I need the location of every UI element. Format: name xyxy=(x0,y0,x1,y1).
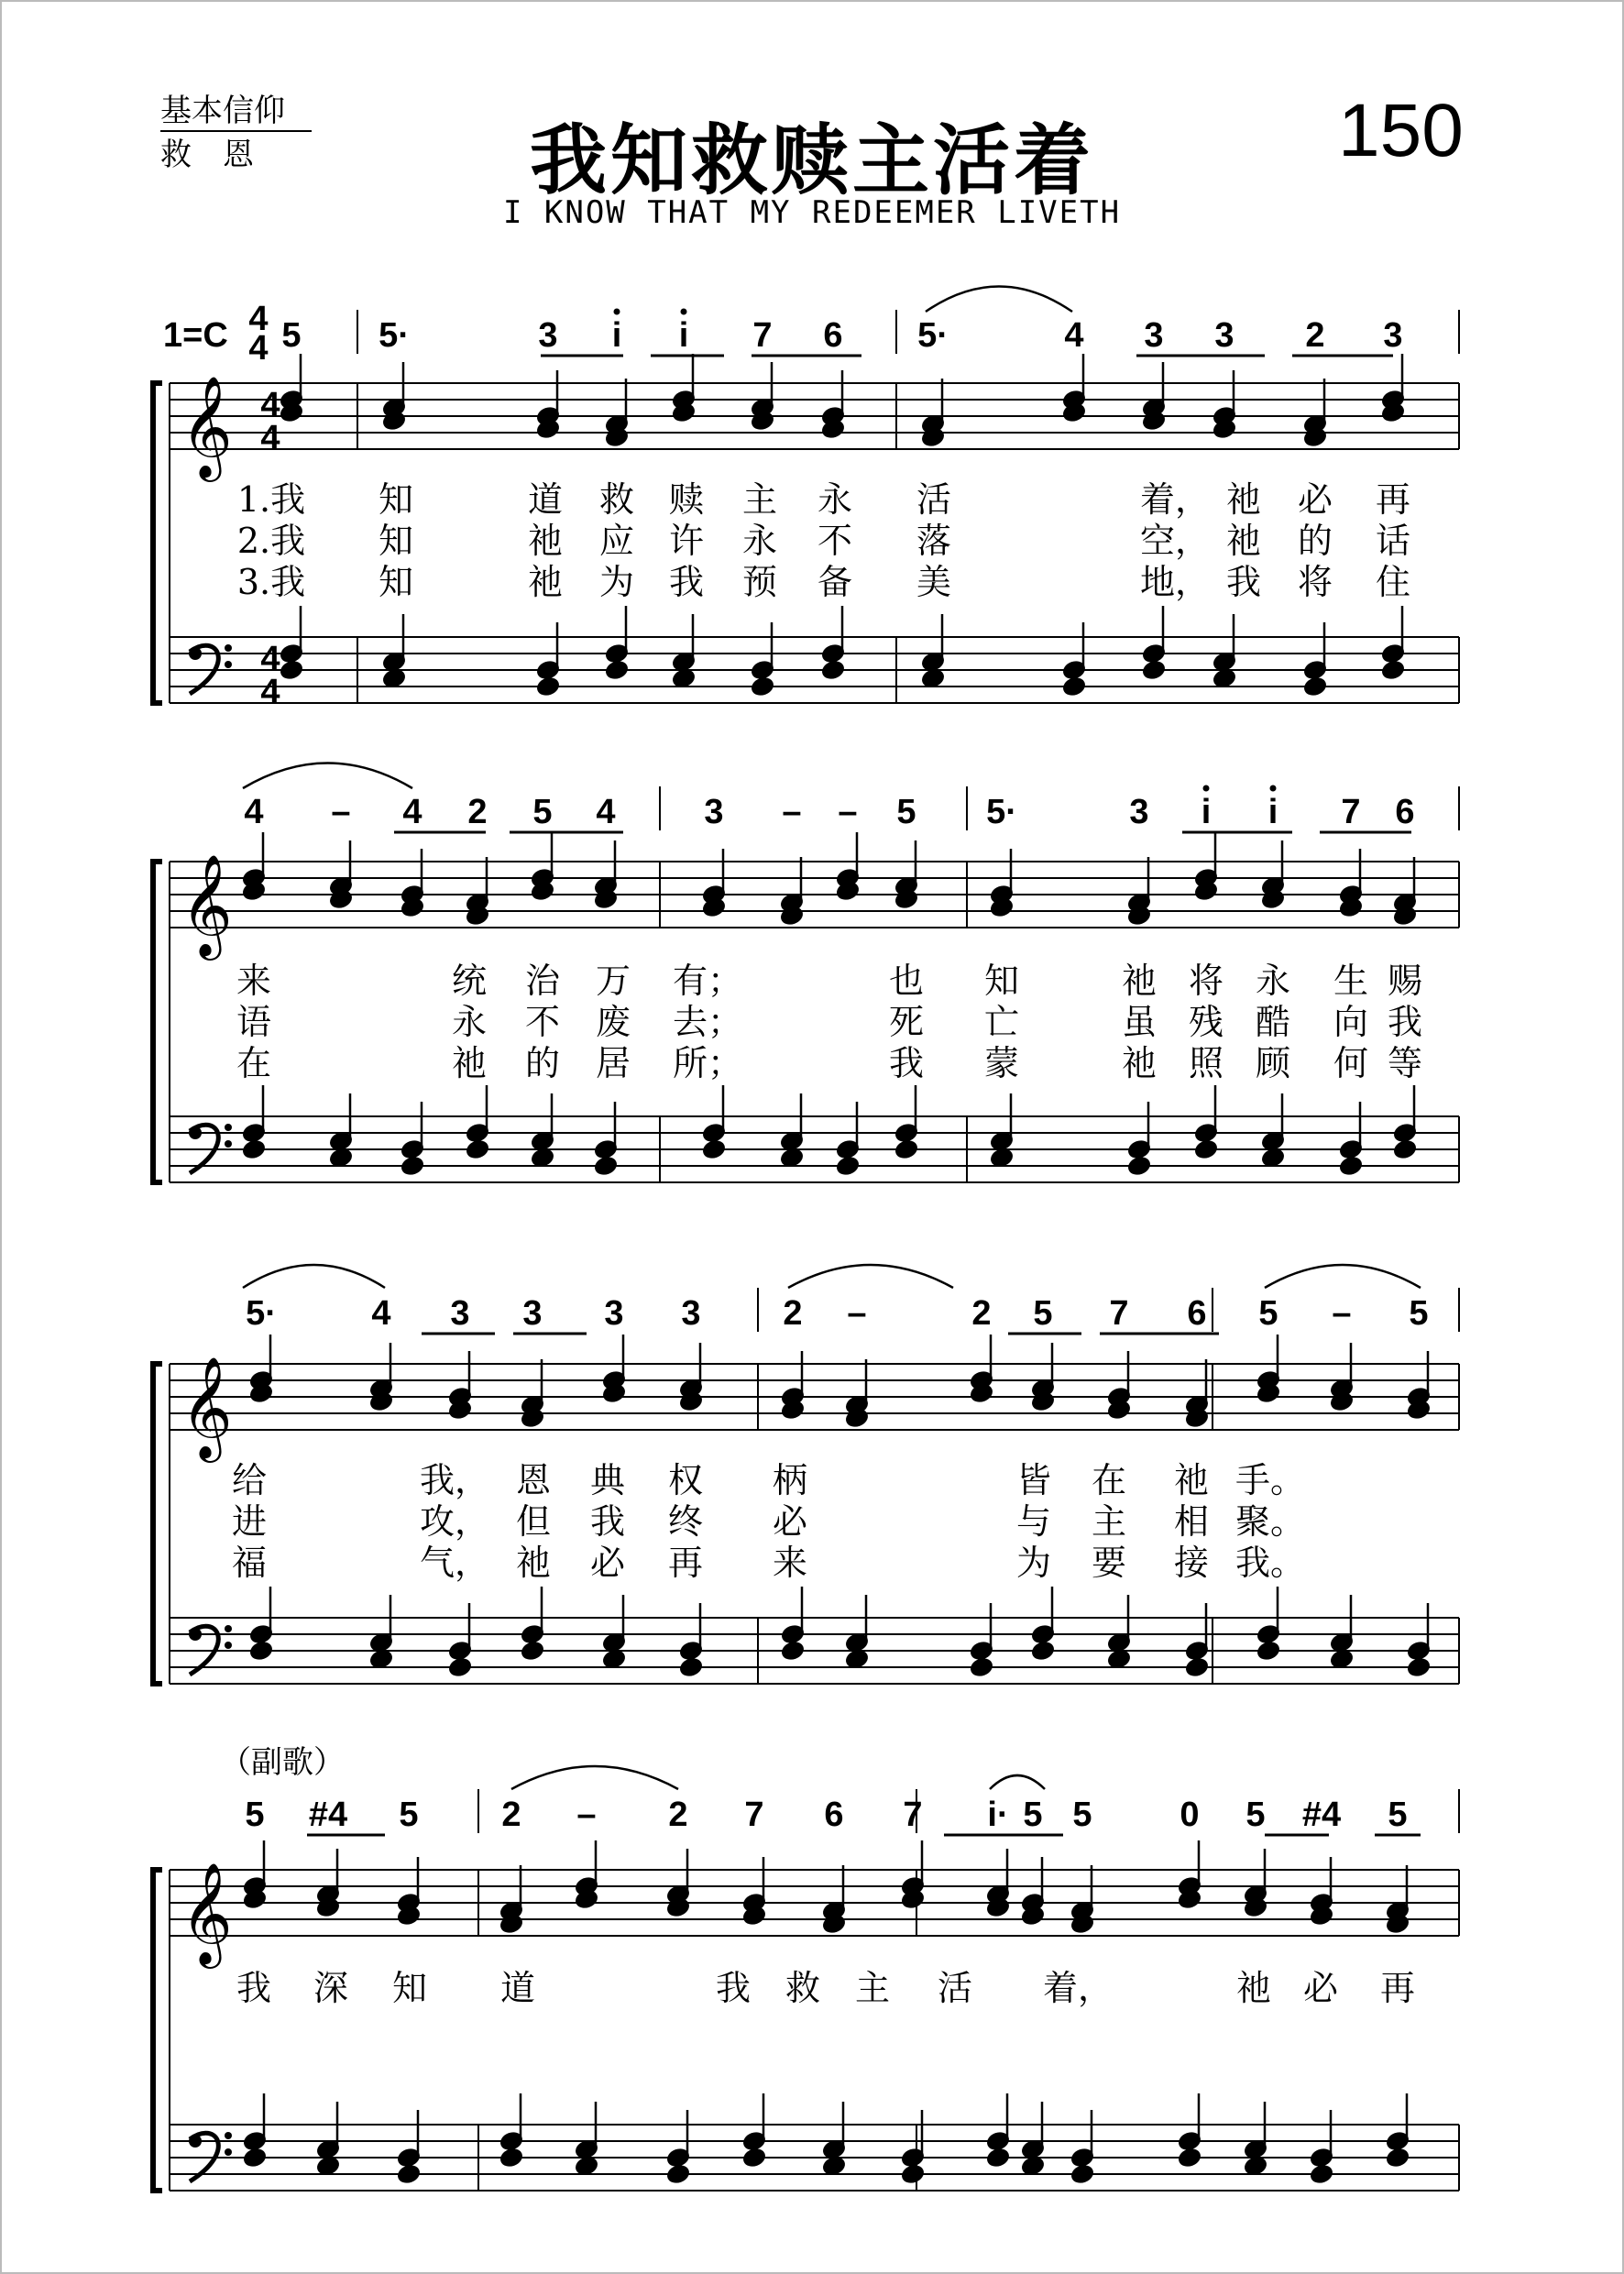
lyric-syllable: 必 xyxy=(1302,1968,1339,2008)
lyric-syllable: 道 xyxy=(527,479,564,520)
quarter-note xyxy=(836,1156,860,1177)
quarter-note xyxy=(369,1649,393,1670)
lyric-syllable: 向 xyxy=(1333,1002,1369,1042)
lyric-syllable: 死 xyxy=(888,1002,925,1042)
jianpu-note: 6 xyxy=(824,1796,844,1834)
lyric-syllable: 永 xyxy=(1255,961,1291,1001)
lyric-syllable: 永 xyxy=(741,521,778,561)
jianpu-note: 2 xyxy=(1305,316,1325,355)
jianpu-note: – xyxy=(331,793,351,831)
quarter-note xyxy=(1386,2148,1410,2169)
lyric-syllable: 祂 xyxy=(515,1543,552,1583)
quarter-note xyxy=(1194,1139,1218,1160)
jianpu-note: 6 xyxy=(1187,1294,1207,1333)
lyric-syllable: 话 xyxy=(1375,521,1411,561)
lyric-syllable: 居 xyxy=(595,1043,631,1083)
quarter-note xyxy=(1407,1657,1431,1678)
jianpu-note: – xyxy=(838,793,858,831)
subcategory-label: 救 恩 xyxy=(160,137,254,173)
quarter-note xyxy=(901,2164,925,2185)
lyric-syllable: 我 xyxy=(668,562,705,602)
quarter-note xyxy=(316,2156,340,2177)
jianpu-note: i· xyxy=(987,1796,1009,1834)
lyric-syllable: 赎 xyxy=(668,479,705,520)
jianpu-note: 4 xyxy=(596,793,616,831)
bass-clef-dot xyxy=(225,661,232,668)
jianpu-note: 5 xyxy=(1388,1796,1408,1834)
jianpu-note: 5 xyxy=(399,1796,419,1834)
quarter-note xyxy=(1178,2148,1202,2169)
quarter-note xyxy=(672,668,696,689)
lyric-syllable: 祂 xyxy=(1121,961,1158,1001)
jianpu-note: 5 xyxy=(245,1796,265,1834)
jianpu-note: 5· xyxy=(986,793,1017,831)
jianpu-note: 4 xyxy=(371,1294,391,1333)
lyric-syllable: 我 xyxy=(715,1968,752,2008)
quarter-note xyxy=(1107,1649,1131,1670)
jianpu-octave-dot xyxy=(1203,785,1210,792)
jianpu-note: 3 xyxy=(538,316,558,355)
lyric-syllable: 来 xyxy=(236,961,272,1001)
lyric-syllable: 我。 xyxy=(1234,1543,1306,1583)
lyric-syllable: 道 xyxy=(499,1968,536,2008)
lyric-syllable: 永 xyxy=(817,479,853,520)
jianpu-note: i xyxy=(611,316,622,355)
system-bracket xyxy=(153,862,162,1182)
jianpu-note: 5 xyxy=(281,316,302,355)
bass-clef-dot xyxy=(189,1126,202,1139)
jianpu-note: 2 xyxy=(501,1796,521,1834)
quarter-note xyxy=(329,1148,353,1169)
bass-clef-dot xyxy=(225,1140,232,1148)
jianpu-note: 5 xyxy=(896,793,916,831)
quarter-note xyxy=(1244,2156,1267,2177)
quarter-note xyxy=(679,1657,703,1678)
hymn-subtitle: I KNOW THAT MY REDEEMER LIVETH xyxy=(502,194,1122,231)
slur-curve xyxy=(926,287,1072,313)
quarter-note xyxy=(466,1139,489,1160)
lyric-syllable: 接 xyxy=(1173,1543,1210,1583)
system-bracket xyxy=(153,1364,162,1684)
quarter-note xyxy=(1393,1139,1417,1160)
quarter-note xyxy=(1303,676,1327,698)
lyric-syllable: 废 xyxy=(595,1002,631,1042)
jianpu-note: 5 xyxy=(1409,1294,1429,1333)
lyric-syllable: 的 xyxy=(1297,521,1333,561)
bass-clef-dot xyxy=(225,2132,232,2139)
jianpu-note: 7 xyxy=(752,316,773,355)
lyric-syllable: 再 xyxy=(667,1543,704,1583)
quarter-note xyxy=(594,1156,618,1177)
lyric-syllable: 何 xyxy=(1333,1043,1369,1083)
bass-clef-dot xyxy=(225,1642,232,1649)
lyric-syllable: 知 xyxy=(391,1968,428,2008)
quarter-note xyxy=(1142,660,1166,681)
jianpu-note: 2 xyxy=(467,793,488,831)
jianpu-note: 4 xyxy=(1064,316,1084,355)
slur-curve xyxy=(243,1265,385,1288)
system-bracket xyxy=(153,383,162,703)
jianpu-octave-dot xyxy=(681,309,687,315)
quarter-note xyxy=(1127,1156,1151,1177)
quarter-note xyxy=(531,1148,554,1169)
lyric-syllable: 祂 xyxy=(1235,1968,1272,2008)
lyric-syllable: 不 xyxy=(817,521,853,561)
lyric-syllable: 备 xyxy=(817,562,853,602)
jianpu-note: 3 xyxy=(1214,316,1234,355)
bass-clef-dot xyxy=(225,2148,232,2156)
lyric-syllable: 我 xyxy=(1225,562,1262,602)
jianpu-note: 2 xyxy=(971,1294,992,1333)
quarter-note xyxy=(242,1139,266,1160)
quarter-note xyxy=(822,2156,846,2177)
quarter-note xyxy=(742,2148,766,2169)
jianpu-note: 3 xyxy=(1383,316,1403,355)
slur-curve xyxy=(990,1775,1045,1789)
quarter-note xyxy=(751,676,774,698)
treble-clef-icon: 𝄞 xyxy=(181,375,233,478)
lyric-syllable: 祂 xyxy=(1225,521,1262,561)
lyric-syllable: 祂 xyxy=(527,521,564,561)
lyric-syllable: 救 xyxy=(785,1968,821,2008)
quarter-note xyxy=(990,1148,1014,1169)
quarter-note xyxy=(1031,1641,1055,1662)
quarter-note xyxy=(845,1649,869,1670)
jianpu-note: 5 xyxy=(1033,1294,1053,1333)
jianpu-note: 4 xyxy=(244,793,264,831)
quarter-note xyxy=(1261,1148,1285,1169)
lyric-syllable: 聚。 xyxy=(1234,1501,1306,1542)
lyric-syllable: 权 xyxy=(667,1460,704,1500)
quarter-note xyxy=(1256,1641,1280,1662)
lyric-syllable: 主 xyxy=(854,1968,891,2008)
lyric-syllable: 赐 xyxy=(1387,961,1423,1001)
lyric-syllable: 将 xyxy=(1297,562,1333,602)
jianpu-note: 3 xyxy=(704,793,724,831)
lyric-syllable: 但 xyxy=(515,1501,552,1542)
quarter-note xyxy=(602,1649,626,1670)
treble-time-bottom: 4 xyxy=(260,419,280,457)
jianpu-note: 3 xyxy=(604,1294,624,1333)
lyric-syllable: 亡 xyxy=(983,1002,1020,1042)
lyric-syllable: 去； xyxy=(672,1002,743,1042)
jianpu-note: 5· xyxy=(246,1294,277,1333)
quarter-note xyxy=(1062,676,1086,698)
jianpu-note: 7 xyxy=(1109,1294,1129,1333)
jianpu-note: – xyxy=(782,793,802,831)
quarter-note xyxy=(1330,1649,1354,1670)
system-bracket xyxy=(153,1870,162,2191)
lyric-syllable: 恩 xyxy=(515,1460,552,1500)
quarter-note xyxy=(781,1641,805,1662)
lyric-syllable: 我 xyxy=(1387,1002,1423,1042)
lyric-syllable: 活 xyxy=(916,479,952,520)
lyric-syllable: 我， xyxy=(419,1460,490,1500)
quarter-note xyxy=(536,676,560,698)
quarter-note xyxy=(243,2148,267,2169)
quarter-note xyxy=(921,668,945,689)
jianpu-note: 5 xyxy=(1245,1796,1266,1834)
bass-clef-dot xyxy=(189,1628,202,1641)
treble-clef-icon: 𝄞 xyxy=(181,1356,233,1458)
jianpu-note: 7 xyxy=(1341,793,1361,831)
lyric-syllable: 1.我 xyxy=(236,479,306,520)
lyric-syllable: 相 xyxy=(1173,1501,1210,1542)
jianpu-note: 6 xyxy=(1395,793,1415,831)
lyric-syllable: 必 xyxy=(1297,479,1333,520)
quarter-note xyxy=(970,1657,993,1678)
jianpu-note: 3 xyxy=(1129,793,1149,831)
lyric-syllable: 地， xyxy=(1139,562,1211,602)
lyric-syllable: 祂 xyxy=(1173,1460,1210,1500)
lyric-syllable: 主 xyxy=(1091,1501,1127,1542)
slur-curve xyxy=(243,763,412,789)
lyric-syllable: 万 xyxy=(595,961,631,1001)
lyric-syllable: 知 xyxy=(378,562,414,602)
bass-clef-dot xyxy=(189,647,202,660)
jianpu-time-top: 4 xyxy=(248,300,269,338)
jianpu-octave-dot xyxy=(1270,785,1277,792)
lyric-syllable: 福 xyxy=(231,1543,268,1583)
jianpu-note: 3 xyxy=(1144,316,1164,355)
lyric-syllable: 救 xyxy=(598,479,635,520)
lyric-syllable: 3.我 xyxy=(236,562,306,602)
lyric-syllable: 顾 xyxy=(1255,1043,1291,1083)
quarter-note xyxy=(1213,668,1236,689)
lyric-syllable: 在 xyxy=(1091,1460,1127,1500)
treble-time-top: 4 xyxy=(260,386,280,424)
quarter-note xyxy=(1185,1657,1209,1678)
lyric-syllable: 气， xyxy=(419,1543,490,1583)
quarter-note xyxy=(1070,2164,1094,2185)
quarter-note xyxy=(249,1641,273,1662)
quarter-note xyxy=(397,2164,421,2185)
key-signature: 1=C xyxy=(163,316,228,355)
lyric-syllable: 语 xyxy=(236,1002,272,1042)
jianpu-note: – xyxy=(576,1796,597,1834)
treble-staff xyxy=(170,383,1459,449)
jianpu-note: 5 xyxy=(1258,1294,1278,1333)
lyric-syllable: 我 xyxy=(888,1043,925,1083)
lyric-syllable: 的 xyxy=(524,1043,561,1083)
bass-staff xyxy=(170,1116,1459,1182)
lyric-syllable: 虽 xyxy=(1121,1002,1158,1042)
lyric-syllable: 手。 xyxy=(1234,1460,1306,1500)
lyric-syllable: 残 xyxy=(1188,1002,1224,1042)
lyric-syllable: 深 xyxy=(313,1968,349,2008)
treble-clef-icon: 𝄞 xyxy=(181,853,233,956)
lyric-syllable: 不 xyxy=(524,1002,561,1042)
jianpu-note: #4 xyxy=(1301,1796,1342,1834)
lyric-syllable: 要 xyxy=(1091,1543,1127,1583)
jianpu-note: i xyxy=(678,316,689,355)
lyric-syllable: 空， xyxy=(1139,521,1211,561)
quarter-note xyxy=(1021,2156,1045,2177)
lyric-syllable: 祂 xyxy=(1121,1043,1158,1083)
lyric-syllable: 必 xyxy=(589,1543,626,1583)
quarter-note xyxy=(702,1139,726,1160)
lyric-syllable: 在 xyxy=(236,1043,272,1083)
lyric-syllable: 照 xyxy=(1188,1043,1224,1083)
lyric-syllable: 来 xyxy=(772,1543,808,1583)
lyric-syllable: 我 xyxy=(589,1501,626,1542)
lyric-syllable: 将 xyxy=(1188,961,1224,1001)
hymn-title: 我知救赎主活着 xyxy=(529,115,1094,205)
lyric-syllable: 等 xyxy=(1387,1043,1423,1083)
bass-clef-dot xyxy=(189,2135,202,2148)
lyric-syllable: 生 xyxy=(1333,961,1369,1001)
quarter-note xyxy=(780,1148,804,1169)
quarter-note xyxy=(986,2148,1010,2169)
quarter-note xyxy=(521,1641,544,1662)
lyric-syllable: 知 xyxy=(378,479,414,520)
jianpu-note: 2 xyxy=(783,1294,803,1333)
quarter-note xyxy=(894,1139,918,1160)
jianpu-note: 5 xyxy=(532,793,553,831)
lyric-syllable: 知 xyxy=(378,521,414,561)
quarter-note xyxy=(499,2148,523,2169)
slur-curve xyxy=(788,1265,953,1288)
jianpu-note: 3 xyxy=(522,1294,543,1333)
quarter-note xyxy=(575,2156,598,2177)
bass-clef-dot xyxy=(225,1124,232,1131)
jianpu-note: 6 xyxy=(823,316,843,355)
bass-time-top: 4 xyxy=(260,640,280,678)
lyric-syllable: 典 xyxy=(589,1460,626,1500)
bass-time-bottom: 4 xyxy=(260,673,280,711)
jianpu-note: 4 xyxy=(402,793,422,831)
lyric-syllable: 治 xyxy=(524,961,561,1001)
lyric-syllable: 酷 xyxy=(1255,1002,1291,1042)
slur-curve xyxy=(511,1766,678,1789)
jianpu-note: 0 xyxy=(1180,1796,1200,1834)
quarter-note xyxy=(605,660,629,681)
jianpu-note: 3 xyxy=(450,1294,470,1333)
jianpu-time-bottom: 4 xyxy=(248,329,269,368)
lyric-syllable: 也 xyxy=(888,961,925,1001)
lyric-syllable: 许 xyxy=(668,521,705,561)
lyric-syllable: 祂 xyxy=(1225,479,1262,520)
lyric-syllable: 给 xyxy=(231,1460,268,1500)
quarter-note xyxy=(1310,2164,1333,2185)
lyric-syllable: 住 xyxy=(1375,562,1411,602)
lyric-syllable: 为 xyxy=(1015,1543,1052,1583)
lyric-syllable: 着， xyxy=(1042,1968,1114,2008)
jianpu-octave-dot xyxy=(614,309,620,315)
lyric-syllable: 祂 xyxy=(527,562,564,602)
quarter-note xyxy=(448,1657,472,1678)
chorus-label: （副歌） xyxy=(220,1744,345,1781)
lyric-syllable: 2.我 xyxy=(236,521,306,561)
jianpu-note: 3 xyxy=(681,1294,701,1333)
lyric-syllable: 美 xyxy=(916,562,952,602)
lyric-syllable: 知 xyxy=(983,961,1020,1001)
jianpu-note: 5· xyxy=(379,316,410,355)
lyric-syllable: 统 xyxy=(451,961,488,1001)
jianpu-note: 7 xyxy=(744,1796,764,1834)
jianpu-note: i xyxy=(1201,793,1212,831)
category-label: 基本信仰 xyxy=(160,93,285,129)
lyric-syllable: 落 xyxy=(916,521,952,561)
lyric-syllable: 再 xyxy=(1375,479,1411,520)
lyric-syllable: 皆 xyxy=(1015,1460,1052,1500)
lyric-syllable: 预 xyxy=(741,562,778,602)
jianpu-note: – xyxy=(1332,1294,1352,1333)
slur-curve xyxy=(1265,1265,1421,1288)
jianpu-note: 5· xyxy=(917,316,949,355)
quarter-note xyxy=(1339,1156,1363,1177)
lyric-syllable: 进 xyxy=(231,1501,268,1542)
lyric-syllable: 所； xyxy=(672,1043,743,1083)
jianpu-note: – xyxy=(847,1294,867,1333)
quarter-note xyxy=(401,1156,424,1177)
quarter-note xyxy=(666,2164,690,2185)
quarter-note xyxy=(382,668,406,689)
quarter-note xyxy=(280,660,303,681)
lyric-syllable: 与 xyxy=(1015,1501,1052,1542)
lyric-syllable: 应 xyxy=(598,521,635,561)
jianpu-note: 5 xyxy=(1023,1796,1043,1834)
bass-clef-dot xyxy=(225,644,232,652)
jianpu-note: #4 xyxy=(308,1796,348,1834)
jianpu-note: 7 xyxy=(903,1796,923,1834)
treble-clef-icon: 𝄞 xyxy=(181,1862,233,1964)
jianpu-note: 2 xyxy=(668,1796,688,1834)
lyric-syllable: 攻， xyxy=(419,1501,490,1542)
lyric-syllable: 柄 xyxy=(772,1460,808,1500)
lyric-syllable: 永 xyxy=(451,1002,488,1042)
lyric-syllable: 终 xyxy=(667,1501,704,1542)
hymn-number: 150 xyxy=(1338,89,1464,172)
lyric-syllable: 主 xyxy=(741,479,778,520)
bass-staff xyxy=(170,637,1459,703)
lyric-syllable: 为 xyxy=(598,562,635,602)
bass-clef-dot xyxy=(225,1625,232,1632)
lyric-syllable: 有； xyxy=(672,961,743,1001)
jianpu-note: 5 xyxy=(1072,1796,1092,1834)
quarter-note xyxy=(821,660,845,681)
lyric-syllable: 祂 xyxy=(451,1043,488,1083)
lyric-syllable: 着， xyxy=(1139,479,1211,520)
lyric-syllable: 我 xyxy=(236,1968,272,2008)
jianpu-note: i xyxy=(1267,793,1278,831)
lyric-syllable: 再 xyxy=(1379,1968,1416,2008)
lyric-syllable: 活 xyxy=(937,1968,973,2008)
quarter-note xyxy=(1381,660,1405,681)
lyric-syllable: 蒙 xyxy=(983,1043,1020,1083)
lyric-syllable: 必 xyxy=(772,1501,808,1542)
